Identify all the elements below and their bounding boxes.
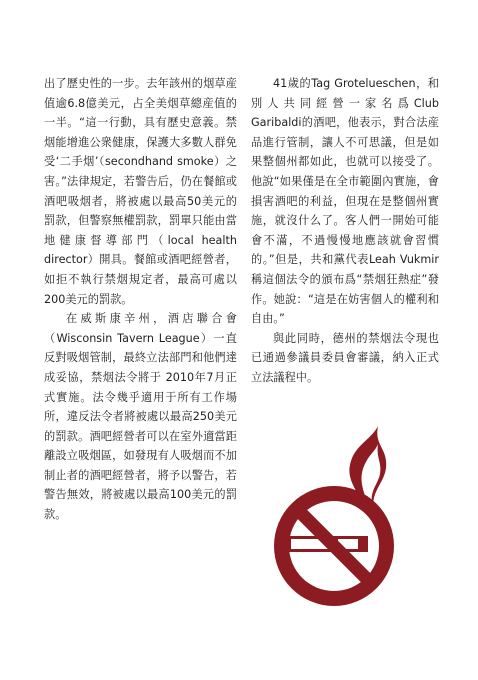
left-column bbox=[44, 74, 237, 525]
paragraph: 出了歷史性的一步。去年該州的烟草産值逾6.8億美元，占全美烟草總産值的一半。“這一行動，具有歷史意義。禁烟能增進公衆健康，保護大多數人群免受‘二手烟’（secondhand smoke）之害。”法律規定，若警告后，仍在餐館或酒吧吸烟者，將被處以最高50美元的罰款，但警察無權罰款，罰單只能由當地健康督導部門（local health director）開具。餐館或酒吧經營者，如拒不執行禁烟規定者，最高可處以200美元的罰款。 bbox=[44, 77, 237, 306]
paragraph: 41歲的Tag Grotelueschen，和別人共同經營一家名爲Club Garibaldi的酒吧，他表示，對合法産品進行管制，讓人不可思議，但是如果整個州都如此，也就可以接受了。他說“如果僅是在全市範圍內實施，會損害酒吧的利益，但現在是整個州實施，就沒什么了。客人們一開始可能會不滿，不過慢慢地應該就會習慣的。”但是，共和黨代表Leah Vukmir稱這個法令的頒布爲“禁烟狂熱症”發作。她說：“這是在妨害個人的權利和自由。” bbox=[251, 77, 439, 326]
paragraph: 在威斯康辛州，酒店聯合會（Wisconsin Tavern League）一直反對吸烟管制，最終立法部門和他們達成妥協，禁烟法令將于 2010年7月正式實施。法令幾乎適用于所有工作場所，違反法令者將被處以最高250美元的罰款。酒吧經營者可以在室外適當距離設立吸烟區，如發現有人吸烟而不加制止者的酒吧經營者，將予以警告，若警告無效，將被處以最高100美元的罰款。 bbox=[44, 312, 237, 522]
right-column bbox=[251, 74, 439, 388]
paragraph: 與此同時，德州的禁烟法令現也已通過參議員委員會審議，納入正式立法議程中。 bbox=[251, 331, 439, 384]
no-smoking-icon bbox=[258, 418, 418, 618]
